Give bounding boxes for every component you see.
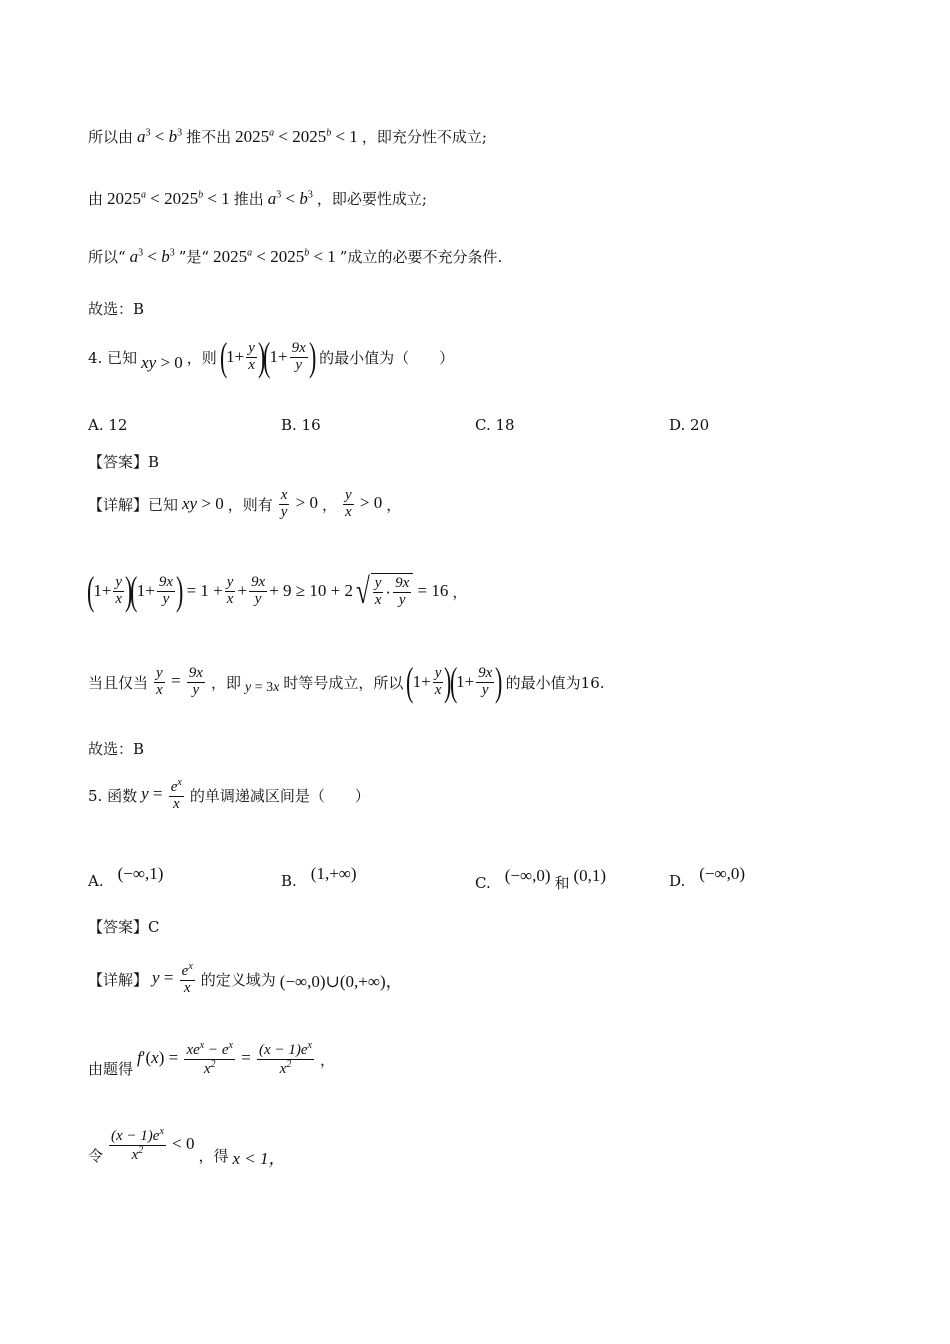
math-inequality: $\frac{(x - 1)e^x}{x^2}$ < 0 — [111, 1126, 195, 1163]
math-2025-ineq: $2025^a < 2025^b < 1$ — [107, 188, 230, 208]
text: ， — [319, 1051, 335, 1069]
text: ，即 — [210, 673, 241, 692]
math-y-eq-ex-over-x: y = $\frac{e^x}{x}$ — [152, 961, 193, 996]
option-b[interactable] — [281, 858, 361, 890]
math-y-eq-ex-over-x: y = $\frac{e^x}{x}$ — [141, 777, 182, 812]
text: 【答案】C — [88, 918, 160, 936]
option-value: (1,+∞) — [310, 864, 357, 883]
option-connector: 和 — [554, 874, 570, 892]
text: ，即充分性不成立; — [361, 128, 487, 146]
text: ”成立的必要不充分条件. — [339, 248, 503, 266]
option-d[interactable] — [669, 416, 709, 434]
math-domain: (−∞,0)∪(0,+∞)， — [279, 971, 403, 991]
text: 故选：B — [88, 300, 145, 318]
option-b[interactable] — [281, 416, 321, 434]
math-a3-lt-b3: $a^3 < b^3$ — [137, 126, 183, 146]
text: 【答案】B — [88, 453, 160, 471]
math-x-over-y-gt-0: $\frac{x}{y}$ > 0 — [280, 487, 318, 520]
option-c[interactable] — [475, 858, 610, 893]
text: 由题得 — [88, 1060, 134, 1078]
text: 所以由 — [88, 128, 134, 146]
math-x-lt-1: x < 1， — [232, 1149, 286, 1168]
text: 的最小值为（ ） — [319, 348, 455, 367]
math-product-expr: ( 1+ $\frac{y}{x}$ ) ( 1+ $\frac{9x}{y}$ ) — [219, 334, 317, 379]
text-line-1 — [88, 126, 487, 147]
option-value: (−∞,0) — [699, 864, 746, 883]
text: 当且仅当 — [88, 673, 149, 692]
option-label: D. — [669, 872, 686, 890]
math-product-expr: ( 1+ $\frac{y}{x}$ ) ( 1+ $\frac{9x}{y}$ ) — [406, 659, 503, 704]
text: 【详解】 — [88, 970, 149, 989]
detail-equality-line — [88, 659, 605, 704]
answer-label — [88, 916, 159, 937]
math-xy-gt-0: xy > 0 — [182, 494, 224, 514]
text: ，则有 — [227, 495, 273, 514]
math-y-eq-3x: y = 3x — [244, 680, 280, 695]
math-derivative: f′(x) = $\frac{xe^x - e^x}{x^2}$ = $\frac{(x - 1)e^x}{x^2}$ — [137, 1040, 312, 1077]
option-label: A. — [88, 872, 104, 890]
question-5-stem — [88, 778, 370, 813]
text: 时等号成立，所以 — [283, 673, 404, 692]
text-line-4 — [88, 298, 144, 319]
option-text: C. 18 — [475, 416, 515, 434]
text: 故选：B — [88, 740, 145, 758]
math-equality-condition: $\frac{y}{x}$ = $\frac{9x}{y}$ — [156, 664, 203, 698]
math-y-over-x-gt-0: $\frac{y}{x}$ > 0 — [345, 487, 383, 520]
math-xy-gt-0: xy > 0 — [141, 353, 183, 372]
text: 推出 — [233, 190, 264, 208]
option-value: (0,1) — [573, 865, 607, 885]
detail-line-1 — [88, 488, 401, 521]
option-text: B. 16 — [281, 416, 321, 434]
math-2025-ineq: $2025^a < 2025^b < 1$ — [235, 126, 358, 146]
text: 的最小值为16. — [505, 673, 605, 692]
text: 令 — [88, 1147, 104, 1165]
option-value: (−∞,1) — [117, 864, 164, 883]
text: ，则 — [186, 348, 217, 367]
option-c[interactable] — [475, 416, 515, 434]
math-a3-lt-b3: $a^3 < b^3$ — [129, 246, 175, 266]
text: ， — [321, 495, 337, 514]
question-4-stem — [88, 334, 455, 379]
detail-derivative-line — [88, 1040, 335, 1079]
choose-line — [88, 738, 144, 759]
text: ，即必要性成立; — [316, 190, 427, 208]
text: 的定义域为 — [200, 970, 276, 989]
math-2025-ineq: $2025^a < 2025^b < 1$ — [213, 246, 336, 266]
text: 的单调递减区间是（ ） — [189, 786, 370, 805]
detail-equation — [88, 570, 467, 612]
answer-label — [88, 451, 159, 472]
text: 由 — [88, 190, 104, 208]
text: ，得 — [198, 1147, 229, 1165]
text-line-2 — [88, 188, 427, 209]
detail-domain-line — [88, 962, 407, 997]
text: 5. 函数 — [88, 786, 138, 805]
text: 4. 已知 — [88, 348, 138, 367]
detail-let-line — [88, 1122, 290, 1169]
option-value: (−∞,0) — [504, 865, 551, 885]
option-a[interactable] — [88, 416, 127, 434]
option-text: D. 20 — [669, 416, 710, 434]
option-text: A. 12 — [88, 416, 128, 434]
text: ， — [452, 582, 468, 601]
option-label: C. — [475, 873, 491, 892]
text: ， — [386, 495, 402, 514]
text: 所以“ — [88, 248, 126, 266]
math-am-gm-chain: ( 1+ $\frac{y}{x}$ ) ( 1+ $\frac{9x}{y}$ ) = 1 + $\frac{y}{x}$ + $\frac{9x}{y}$ + 9 ≥ 10 + 2 √ $\frac{y}{x}$ · $\frac{9x}{y}$ = 16 — [86, 568, 449, 613]
text: 【详解】已知 — [88, 495, 179, 514]
text: 推不出 — [186, 128, 232, 146]
math-a3-lt-b3: $a^3 < b^3$ — [267, 188, 313, 208]
text-line-3 — [88, 246, 502, 267]
text: ”是“ — [178, 248, 210, 266]
option-d[interactable] — [669, 858, 749, 890]
option-label: B. — [281, 872, 297, 890]
option-a[interactable] — [88, 858, 167, 890]
